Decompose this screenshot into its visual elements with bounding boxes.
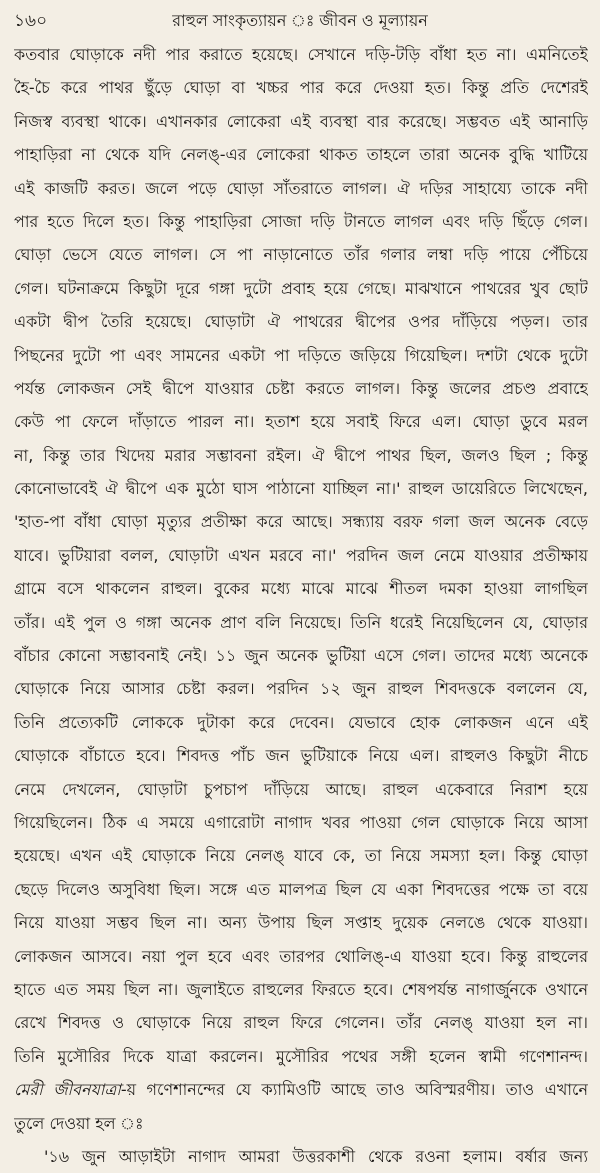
text-line: তিনি প্রত্যেকটি লোককে দুটাকা করে দেবেন। যেভাবে হোক লোকজন এনে এই [14, 712, 588, 732]
text-line: 'হাত-পা বাঁধা ঘোড়া মৃত্যুর প্রতীক্ষা করে আছে। সন্ধ্যায় বরফ গলা জল অনেক বেড়ে [14, 512, 588, 532]
text-line: এই কাজটি করত। জলে পড়ে ঘোড়া সাঁতরাতে লাগল। ঐ দড়ির সাহায্যে তাকে নদী [14, 178, 588, 198]
text-line: পার হতে দিলে হত। কিন্তু পাহাড়িরা সোজা দড়ি টানতে লাগল এবং দড়ি ছিঁড়ে গেল। [14, 211, 588, 231]
text-line: একটা দ্বীপ তৈরি হয়েছে। ঘোড়াটা ঐ পাথরের দ্বীপের ওপর দাঁড়িয়ে পড়ল। তার [14, 312, 588, 332]
text-line: নেমে দেখলেন, ঘোড়াটা চুপচাপ দাঁড়িয়ে আছে। রাহুল একেবারে নিরাশ হয়ে [14, 779, 588, 799]
page-header [12, 6, 588, 32]
text-line: কতবার ঘোড়াকে নদী পার করাতে হয়েছে। সেখানে দড়ি-টড়ি বাঁধা হত না। এমনিতেই [14, 45, 588, 64]
text-line: পর্যন্ত লোকজন সেই দ্বীপে যাওয়ার চেষ্টা করতে লাগল। কিন্তু জলের প্রচণ্ড প্রবাহে [14, 378, 588, 398]
running-title: রাহুল সাংকৃত্যায়ন ঃ জীবন ও মূল্যায়ন [172, 11, 428, 30]
text-segment: -য় গণেশানন্দের যে ক্যামিওটি আছে তাও অবিস্মরণীয়। তাও এখানে [120, 1080, 588, 1100]
text-line: ঘোড়াকে নিয়ে আসার চেষ্টা করল। পরদিন ১২ জুন রাহুল শিবদত্তকে বললেন যে, [14, 679, 588, 699]
text-line: তিনি মুসৌরির দিকে যাত্রা করলেন। মুসৌরির পথের সঙ্গী হলেন স্বামী গণেশানন্দ। [14, 1046, 588, 1066]
text-line: হাতে এত সময় ছিল না। জুলাইতে রাহুলের ফিরতে হবে। শেষপর্যন্ত নাগার্জুনকে ওখানে [14, 979, 588, 999]
text-line: রেখে শিবদত্ত ও ঘোড়াকে নিয়ে রাহুল ফিরে গেলেন। তাঁর নেলঙ্ যাওয়া হল না। [14, 1013, 588, 1033]
text-line: বাঁচার কোনো সম্ভাবনাই নেই। ১১ জুন অনেক ভুটিয়া এসে গেল। তাদের মধ্যে অনেকে [14, 646, 588, 666]
text-line: ছেড়ে দিলেও অসুবিধা ছিল। সঙ্গে এত মালপত্র ছিল যে একা শিবদত্তের পক্ষে তা বয়ে [14, 879, 588, 899]
paragraph-end-line: তুলে দেওয়া হল ঃ [14, 1113, 144, 1133]
text-line: পাহাড়িরা না থেকে যদি নেলঙ্-এর লোকেরা থাকত তাহলে তারা অনেক বুদ্ধি খাটিয়ে [14, 145, 588, 165]
text-line: তাঁর। এই পুল ও গঙ্গা অনেক প্রাণ বলি নিয়েছে। তিনি ধরেই নিয়েছিলেন যে, ঘোড়ার [14, 612, 588, 632]
body-text [14, 38, 588, 1173]
text-line: ঘোড়াকে বাঁচাতে হবে। শিবদত্ত পাঁচ জন ভুটিয়াকে নিয়ে এল। রাহুলও কিছুটা নীচে [14, 746, 588, 766]
text-line: পিছনের দুটো পা এবং সামনের একটা পা দড়িতে জড়িয়ে গিয়েছিল। দশটা থেকে দুটো [14, 345, 588, 365]
text-line: কোনোভাবেই ঐ দ্বীপে এক মুঠো ঘাস পাঠানো যাচ্ছিল না।' রাহুল ডায়েরিতে লিখেছেন, [14, 479, 588, 499]
text-line: গেল। ঘটনাক্রমে কিছুটা দূরে গঙ্গা দুটো প্রবাহ হয়ে গেছে। মাঝখানে পাথরের খুব ছোট [14, 278, 588, 298]
page-number: ১৬০ [14, 11, 48, 31]
text-line-with-title [14, 1073, 588, 1106]
text-line: গ্রামে বসে থাকলেন রাহুল। বুকের মধ্যে মাঝে মাঝে শীতল দমকা হাওয়া লাগছিল [14, 579, 588, 599]
text-line: লোকজন আসবে। নয়া পুল হবে এবং তারপর থোলিঙ্-এ যাওয়া হবে। কিন্তু রাহুলের [14, 946, 588, 966]
text-line: নিয়ে যাওয়া সম্ভব ছিল না। অন্য উপায় ছিল সপ্তাহ দুয়েক নেলঙে থেকে যাওয়া। [14, 913, 588, 933]
book-title: মেরী জীবনযাত্রা [14, 1080, 121, 1100]
text-line: যাবে। ভুটিয়ারা বলল, ঘোড়াটা এখন মরবে না।' পরদিন জল নেমে যাওয়ার প্রতীক্ষায় [14, 545, 588, 565]
text-line: হৈ-চৈ করে পাথর ছুঁড়ে ঘোড়া বা খচ্চর পার করে দেওয়া হত। কিন্তু প্রতি দেশেরই [14, 78, 588, 98]
text-line: ঘোড়া ভেসে যেতে লাগল। সে পা নাড়ানোতে তাঁর গলার লম্বা দড়ি পায়ে পেঁচিয়ে [14, 245, 588, 265]
text-line: নিজস্ব ব্যবস্থা থাকে। এখানকার লোকেরা এই ব্যবস্থা বার করেছে। সম্ভবত এই আনাড়ি [14, 111, 588, 131]
text-line: হয়েছে। এখন এই ঘোড়াকে নিয়ে নেলঙ্ যাবে কে, তা নিয়ে সমস্যা হল। কিন্তু ঘোড়া [14, 846, 588, 866]
text-line: গিয়েছিলেন। ঠিক এ সময়ে এগারোটা নাগাদ খবর পাওয়া গেল ঘোড়াকে নিয়ে আসা [14, 812, 588, 832]
text-line: কেউ পা ফেলে দাঁড়াতে পারল না। হতাশ হয়ে সবাই ফিরে এল। ঘোড়া ডুবে মরল [14, 412, 588, 432]
text-line: না, কিন্তু তার খিদেয় মরার সম্ভাবনা রইল। ঐ দ্বীপে পাথর ছিল, জলও ছিল ; কিন্তু [14, 445, 588, 465]
quote-line: '১৬ জুন আড়াইটা নাগাদ আমরা উত্তরকাশী থেকে রওনা হলাম। বর্ষার জন্য [44, 1146, 588, 1166]
